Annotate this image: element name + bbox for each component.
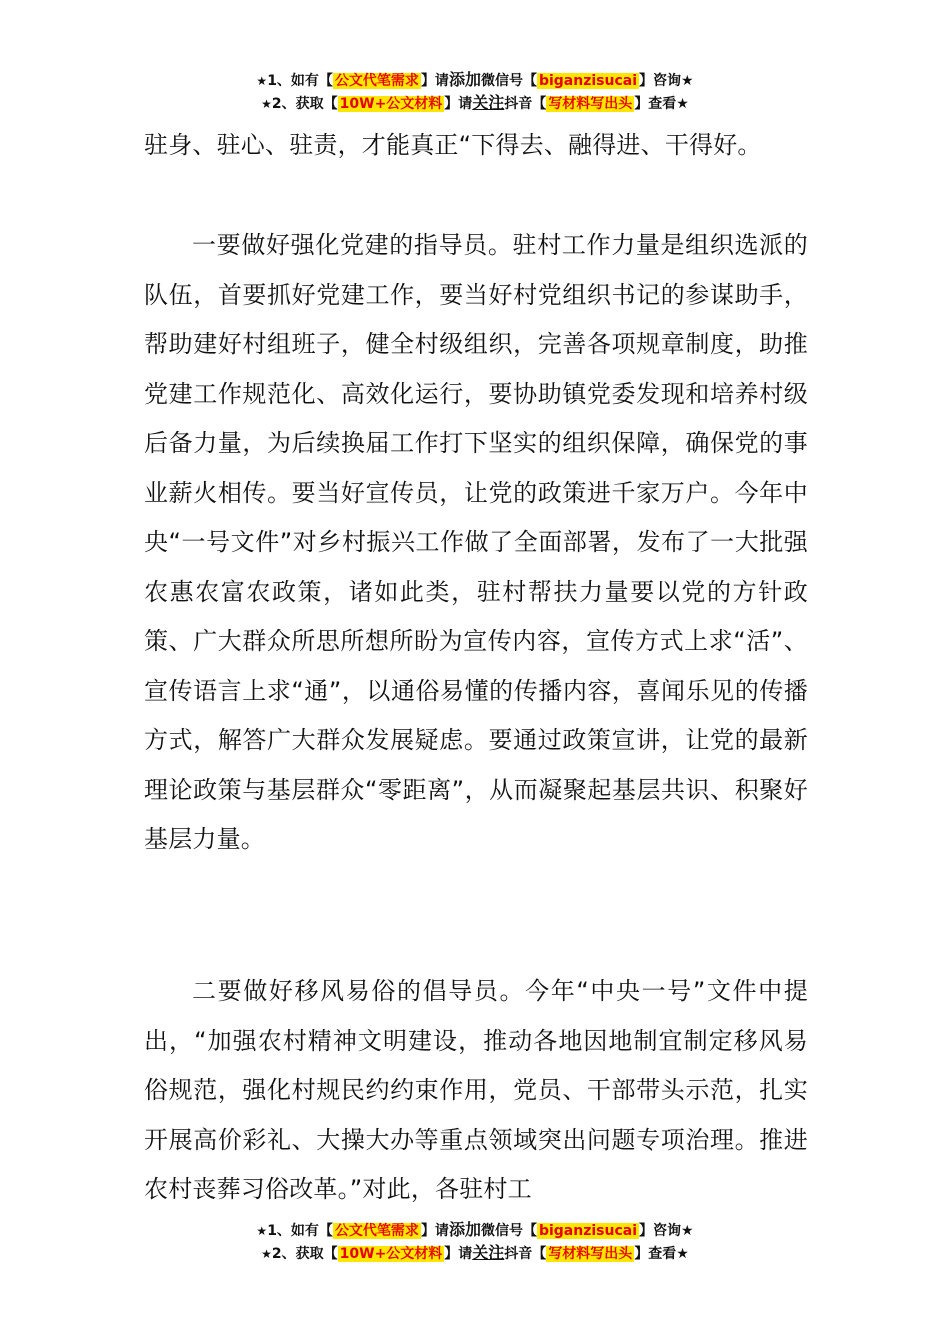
star-icon: ★	[256, 74, 268, 88]
promo-text: 】查看★	[634, 1246, 689, 1262]
document-section-2	[144, 967, 808, 1215]
highlight-douyin-account: 写材料写出头	[548, 1246, 633, 1262]
star-icon: ★	[261, 1247, 272, 1261]
highlight-materials: 10W+公文材料	[339, 96, 443, 112]
document-section-1	[144, 221, 808, 865]
promo-text: 】咨询★	[639, 73, 694, 89]
highlight-wechat-id: biganzisucai	[538, 73, 638, 89]
highlight-douyin-account: 写材料写出头	[548, 96, 633, 112]
paragraph-customs-reform: 二要做好移风易俗的倡导员。今年“中央一号”文件中提出，“加强农村精神文明建设，推动各地因地制宜制定移风易俗规范，强化村规民约约束作用，党员、干部带头示范，扎实开展高价彩礼、大操大办等重点领域突出问题专项治理。推进农村丧葬习俗改革。”对此，各驻村工	[144, 977, 808, 1203]
promo-text: 1、如有【	[267, 73, 333, 89]
promo-banner-bottom	[0, 1219, 950, 1265]
promo-line-2	[0, 1242, 950, 1265]
promo-text: 抖音【	[504, 96, 547, 112]
document-body-continuation	[144, 121, 808, 171]
promo-text: 抖音【	[504, 1246, 547, 1262]
promo-text: 2、获取【	[271, 1246, 338, 1262]
promo-text: 】查看★	[634, 96, 689, 112]
promo-emphasis: 关注	[472, 93, 505, 112]
promo-line-2	[0, 92, 950, 115]
highlight-service: 公文代笔需求	[334, 73, 419, 89]
promo-text: 】请	[444, 96, 473, 112]
promo-text: 】请	[420, 73, 449, 89]
highlight-wechat-id: biganzisucai	[538, 1223, 638, 1239]
star-icon: ★	[256, 1224, 268, 1238]
paragraph-continuation: 驻身、驻心、驻责，才能真正“下得去、融得进、干得好。	[144, 131, 762, 159]
star-icon: ★	[261, 97, 272, 111]
promo-banner-top	[0, 69, 950, 115]
promo-text: 1、如有【	[267, 1223, 333, 1239]
promo-text: 微信号【	[480, 73, 537, 89]
promo-line-1	[0, 69, 950, 92]
promo-text: 】咨询★	[639, 1223, 694, 1239]
promo-text: 】请	[420, 1223, 449, 1239]
promo-emphasis: 添加	[448, 70, 481, 89]
highlight-service: 公文代笔需求	[334, 1223, 419, 1239]
promo-emphasis: 添加	[448, 1220, 481, 1239]
promo-text: 2、获取【	[271, 96, 338, 112]
promo-text: 】请	[444, 1246, 473, 1262]
promo-text: 微信号【	[480, 1223, 537, 1239]
paragraph-party-building: 一要做好强化党建的指导员。驻村工作力量是组织选派的队伍，首要抓好党建工作，要当好村党组织书记的参谋助手，帮助建好村组班子，健全村级组织，完善各项规章制度，助推党建工作规范化、高效化运行，要协助镇党委发现和培养村级后备力量，为后续换届工作打下坚实的组织保障，确保党的事业薪火相传。要当好宣传员，让党的政策进千家万户。今年中央“一号文件”对乡村振兴工作做了全面部署，发布了一大批强农惠农富农政策，诸如此类，驻村帮扶力量要以党的方针政策、广大群众所思所想所盼为宣传内容，宣传方式上求“活”、宣传语言上求“通”，以通俗易懂的传播内容，喜闻乐见的传播方式，解答广大群众发展疑虑。要通过政策宣讲，让党的最新理论政策与基层群众“零距离”，从而凝聚起基层共识、积聚好基层力量。	[144, 231, 808, 853]
promo-emphasis: 关注	[472, 1243, 505, 1262]
promo-line-1	[0, 1219, 950, 1242]
highlight-materials: 10W+公文材料	[339, 1246, 443, 1262]
